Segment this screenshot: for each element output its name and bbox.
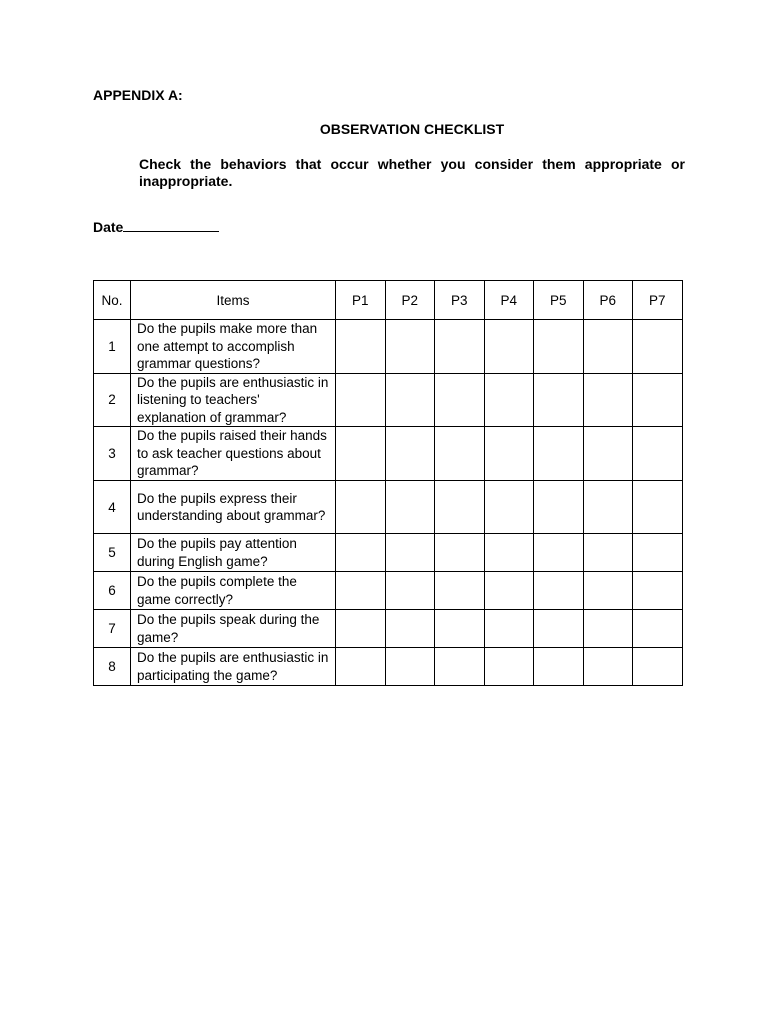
row-item-text: Do the pupils speak during the game? xyxy=(131,610,336,648)
check-cell-p2[interactable] xyxy=(385,481,435,534)
row-number: 4 xyxy=(94,481,131,534)
check-cell-p3[interactable] xyxy=(435,373,485,427)
check-cell-p2[interactable] xyxy=(385,534,435,572)
row-item-text: Do the pupils are enthusiastic in participating the game? xyxy=(131,648,336,686)
header-items: Items xyxy=(131,281,336,320)
row-number: 6 xyxy=(94,572,131,610)
check-cell-p4[interactable] xyxy=(484,534,534,572)
row-item-text: Do the pupils are enthusiastic in listening to teachers' explanation of grammar? xyxy=(131,373,336,427)
table-row xyxy=(94,427,683,481)
table-row xyxy=(94,373,683,427)
check-cell-p4[interactable] xyxy=(484,610,534,648)
table-row xyxy=(94,481,683,534)
row-number: 7 xyxy=(94,610,131,648)
check-cell-p3[interactable] xyxy=(435,648,485,686)
check-cell-p3[interactable] xyxy=(435,534,485,572)
check-cell-p3[interactable] xyxy=(435,572,485,610)
table-row xyxy=(94,320,683,374)
row-number: 3 xyxy=(94,427,131,481)
check-cell-p7[interactable] xyxy=(633,534,683,572)
header-participant-5: P5 xyxy=(534,281,584,320)
check-cell-p6[interactable] xyxy=(583,648,633,686)
check-cell-p2[interactable] xyxy=(385,610,435,648)
check-cell-p3[interactable] xyxy=(435,610,485,648)
check-cell-p7[interactable] xyxy=(633,427,683,481)
row-item-text: Do the pupils make more than one attempt to accomplish grammar questions? xyxy=(131,320,336,374)
check-cell-p6[interactable] xyxy=(583,610,633,648)
check-cell-p4[interactable] xyxy=(484,481,534,534)
check-cell-p5[interactable] xyxy=(534,320,584,374)
header-participant-6: P6 xyxy=(583,281,633,320)
check-cell-p5[interactable] xyxy=(534,481,584,534)
check-cell-p3[interactable] xyxy=(435,481,485,534)
table-row xyxy=(94,534,683,572)
table-row xyxy=(94,610,683,648)
check-cell-p2[interactable] xyxy=(385,648,435,686)
check-cell-p7[interactable] xyxy=(633,320,683,374)
check-cell-p5[interactable] xyxy=(534,572,584,610)
check-cell-p5[interactable] xyxy=(534,427,584,481)
check-cell-p7[interactable] xyxy=(633,648,683,686)
check-cell-p4[interactable] xyxy=(484,427,534,481)
check-cell-p7[interactable] xyxy=(633,610,683,648)
check-cell-p6[interactable] xyxy=(583,481,633,534)
check-cell-p7[interactable] xyxy=(633,572,683,610)
check-cell-p6[interactable] xyxy=(583,534,633,572)
table-header-row xyxy=(94,281,683,320)
page-title: OBSERVATION CHECKLIST xyxy=(319,121,505,137)
check-cell-p1[interactable] xyxy=(336,648,386,686)
header-participant-2: P2 xyxy=(385,281,435,320)
check-cell-p5[interactable] xyxy=(534,534,584,572)
table-row xyxy=(94,572,683,610)
table-body xyxy=(94,320,683,686)
row-number: 2 xyxy=(94,373,131,427)
check-cell-p5[interactable] xyxy=(534,648,584,686)
header-participant-4: P4 xyxy=(484,281,534,320)
table-row xyxy=(94,648,683,686)
check-cell-p7[interactable] xyxy=(633,481,683,534)
row-number: 1 xyxy=(94,320,131,374)
check-cell-p3[interactable] xyxy=(435,320,485,374)
header-no: No. xyxy=(94,281,131,320)
row-number: 5 xyxy=(94,534,131,572)
check-cell-p2[interactable] xyxy=(385,427,435,481)
date-field xyxy=(93,218,219,235)
check-cell-p1[interactable] xyxy=(336,610,386,648)
check-cell-p1[interactable] xyxy=(336,534,386,572)
observation-checklist-table xyxy=(93,280,683,686)
check-cell-p6[interactable] xyxy=(583,427,633,481)
check-cell-p1[interactable] xyxy=(336,320,386,374)
check-cell-p4[interactable] xyxy=(484,373,534,427)
check-cell-p2[interactable] xyxy=(385,373,435,427)
date-blank-line[interactable] xyxy=(123,218,219,232)
check-cell-p2[interactable] xyxy=(385,320,435,374)
header-participant-7: P7 xyxy=(633,281,683,320)
appendix-label: APPENDIX A: xyxy=(93,87,183,103)
check-cell-p4[interactable] xyxy=(484,572,534,610)
check-cell-p1[interactable] xyxy=(336,481,386,534)
header-participant-1: P1 xyxy=(336,281,386,320)
row-number: 8 xyxy=(94,648,131,686)
date-label: Date xyxy=(93,219,124,235)
check-cell-p4[interactable] xyxy=(484,648,534,686)
check-cell-p4[interactable] xyxy=(484,320,534,374)
header-participant-3: P3 xyxy=(435,281,485,320)
row-item-text: Do the pupils pay attention during English game? xyxy=(131,534,336,572)
check-cell-p2[interactable] xyxy=(385,572,435,610)
row-item-text: Do the pupils express their understanding about grammar? xyxy=(131,481,336,534)
check-cell-p1[interactable] xyxy=(336,427,386,481)
check-cell-p5[interactable] xyxy=(534,610,584,648)
instruction-text: Check the behaviors that occur whether you consider them appropriate or inappropriate. xyxy=(139,156,685,189)
check-cell-p3[interactable] xyxy=(435,427,485,481)
check-cell-p6[interactable] xyxy=(583,572,633,610)
row-item-text: Do the pupils complete the game correctly? xyxy=(131,572,336,610)
check-cell-p6[interactable] xyxy=(583,373,633,427)
check-cell-p5[interactable] xyxy=(534,373,584,427)
check-cell-p7[interactable] xyxy=(633,373,683,427)
check-cell-p6[interactable] xyxy=(583,320,633,374)
check-cell-p1[interactable] xyxy=(336,373,386,427)
check-cell-p1[interactable] xyxy=(336,572,386,610)
row-item-text: Do the pupils raised their hands to ask teacher questions about grammar? xyxy=(131,427,336,481)
